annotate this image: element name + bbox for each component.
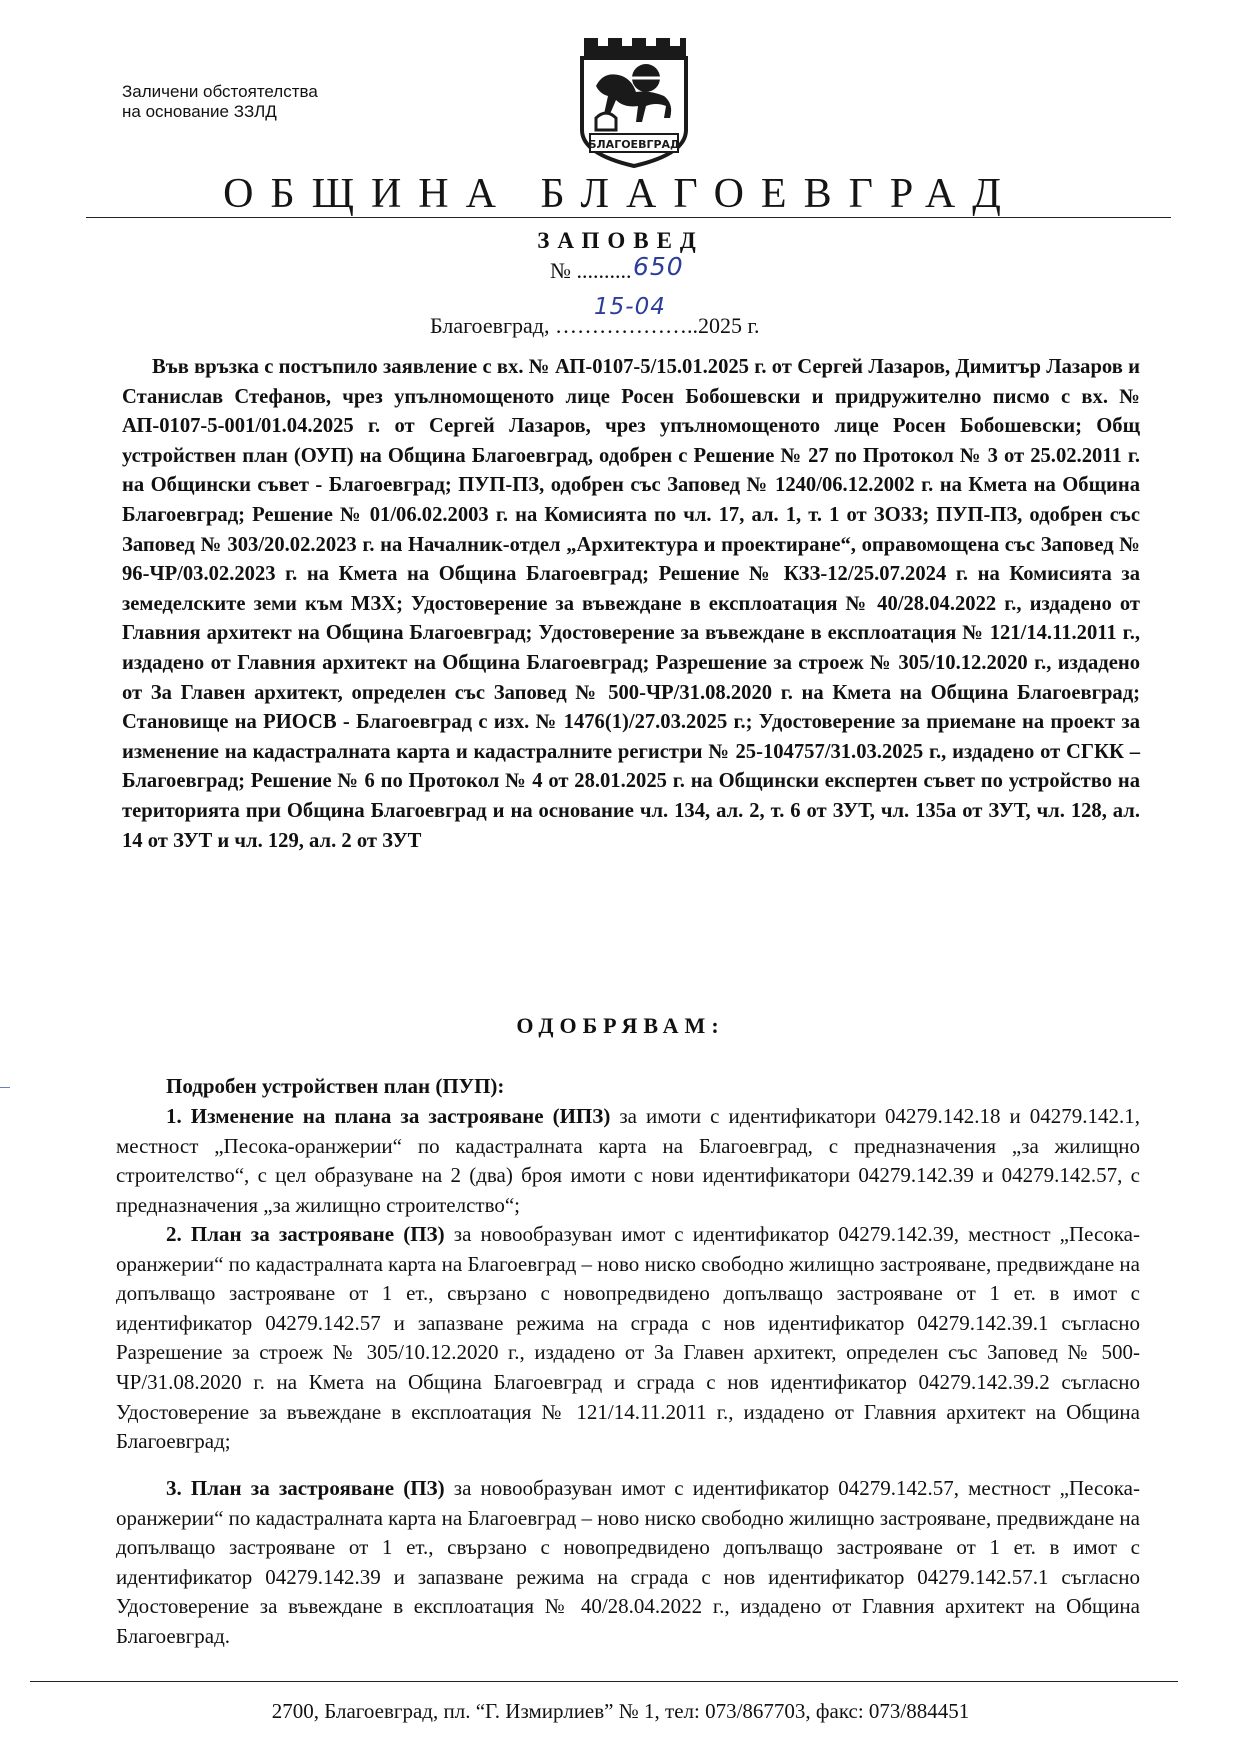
footer-divider: [30, 1681, 1178, 1682]
blagoevgrad-coat-of-arms-icon: [576, 34, 692, 170]
order-title: ЗАПОВЕД: [537, 228, 704, 253]
item-title: 2. План за застрояване (ПЗ): [166, 1222, 445, 1246]
place-and-date: Благоевград, ………………..2025 г.: [430, 313, 760, 338]
order-number-label: № ..........: [550, 258, 632, 283]
item-title: 1. Изменение на плана за застрояване (ИПЗ): [166, 1104, 611, 1128]
margin-mark: [0, 1087, 10, 1088]
emblem-caption: БЛАГОЕВГРАД: [588, 138, 680, 151]
municipality-title: ОБЩИНА БЛАГОЕВГРАД: [223, 171, 1018, 217]
redaction-note-line1: Заличени обстоятелства: [122, 82, 318, 101]
item-text: за новообразуван имот с идентификатор 04279.142.57, местност „Песока-оранжерии“ по кадастралната карта на Благоевград – ново ниско свободно жилищно застрояване, предвиждане на допълващо застрояване от 1 ет., свързано с новопредвидено допълващо застрояване от 1 ет. в имот с идентификатор 04279.142.39 и запазване режима на сграда с нов идентификатор 04279.142.57.1 съгласно Удостоверение за въвеждане в експлоатация № 40/28.04.2022 г., издадено от Главния архитект на Община Благоевград.: [116, 1476, 1140, 1648]
footer-address: 2700, Благоевград, пл. “Г. Измирлиев” № 1, тел: 073/867703, факс: 073/884451: [271, 1699, 970, 1723]
preamble-text: Във връзка с постъпило заявление с вх. № АП-0107-5/15.01.2025 г. от Сергей Лазаров, Димитър Лазаров и Станислав Стефанов, чрез упълномощеното лице Росен Бобошевски и придружително писмо с вх. № АП-0107-5-001/01.04.2025 г. от Сергей Лазаров, чрез упълномощеното лице Росен Бобошевски; Общ устройствен план (ОУП) на Община Благоевград, одобрен с Решение № 27 по Протокол № 3 от 25.02.2011 г. на Общински съвет - Благоевград; ПУП-ПЗ, одобрен със Заповед № 1240/06.12.2002 г. на Кмета на Община Благоевград; Решение № 01/06.02.2003 г. на Комисията по чл. 17, ал. 1, т. 1 от ЗОЗЗ; ПУП-ПЗ, одобрен със Заповед № 303/20.02.2023 г. на Началник-отдел „Архитектура и проектиране“, оправомощена със Заповед № 96-ЧР/03.02.2023 г. на Кмета на Община Благоевград; Решение № КЗЗ-12/25.07.2024 г. на Комисията за земеделските земи към МЗХ; Удостоверение за въвеждане в експлоатация № 40/28.04.2022 г., издадено от Главния архитект на Община Благоевград; Удостоверение за въвеждане в експлоатация № 121/14.11.2011 г., издадено от Главния архитект на Община Благоевград; Разрешение за строеж № 305/10.12.2020 г., издадено от За Главен архитект, определен със Заповед № 500-ЧР/31.08.2020 г. на Кмета на Община Благоевград; Становище на РИОСВ - Благоевград с изх. № 1476(1)/27.03.2025 г.; Удостоверение за приемане на проект за изменение на кадастралната карта и кадастралните регистри № 25-104757/31.03.2025 г., издадено от СГКК – Благоевград; Решение № 6 по Протокол № 4 от 28.01.2025 г. на Общински експертен съвет по устройство на територията при Община Благоевград и на основание чл. 134, ал. 2, т. 6 от ЗУТ, чл. 135а от ЗУТ, чл. 128, ал. 14 от ЗУТ и чл. 129, ал. 2 от ЗУТ: [122, 356, 1146, 852]
approve-heading: ОДОБРЯВАМ:: [516, 1013, 725, 1038]
handwritten-date: 15-04: [594, 294, 666, 320]
handwritten-order-number: 650: [633, 252, 684, 281]
redaction-note-line2: на основание ЗЗЛД: [122, 102, 277, 121]
plan-heading: Подробен устройствен план (ПУП):: [166, 1074, 505, 1098]
header-divider: [86, 217, 1171, 218]
preamble-paragraph: [122, 353, 1146, 856]
item-text: за новообразуван имот с идентификатор 04279.142.39, местност „Песока-оранжерии“ по кадастралната карта на Благоевград – ново ниско свободно жилищно застрояване, предвиждане на допълващо застрояване от 1 ет., свързано с новопредвидено допълващо застрояване от 1 ет. в имот с идентификатор 04279.142.57 и запазване режима на сграда с нов идентификатор 04279.142.39.1 съгласно Разрешение за строеж № 305/10.12.2020 г., издадено от За Главен архитект, определен със Заповед № 500-ЧР/31.08.2020 г. на Кмета на Община Благоевград и сграда с нов идентификатор 04279.142.39.2 съгласно Удостоверение за въвеждане в експлоатация № 121/14.11.2011 г., издадено от Главния архитект на Община Благоевград;: [116, 1222, 1140, 1454]
approval-item-1: [116, 1102, 1140, 1220]
approval-item-2: [116, 1220, 1140, 1457]
item-title: 3. План за застрояване (ПЗ): [166, 1476, 445, 1500]
item-text: за имоти с идентификатори 04279.142.18 и 04279.142.1, местност „Песока-оранжерии“ по кадастралната карта на Благоевград, с предназначения „за жилищно строителство“, с цел образуване на 2 (два) броя имоти с нови идентификатори 04279.142.39 и 04279.142.57, с предназначения „за жилищно строителство“;: [116, 1104, 1140, 1217]
approval-item-3: [116, 1474, 1140, 1652]
redaction-note: [122, 82, 318, 122]
